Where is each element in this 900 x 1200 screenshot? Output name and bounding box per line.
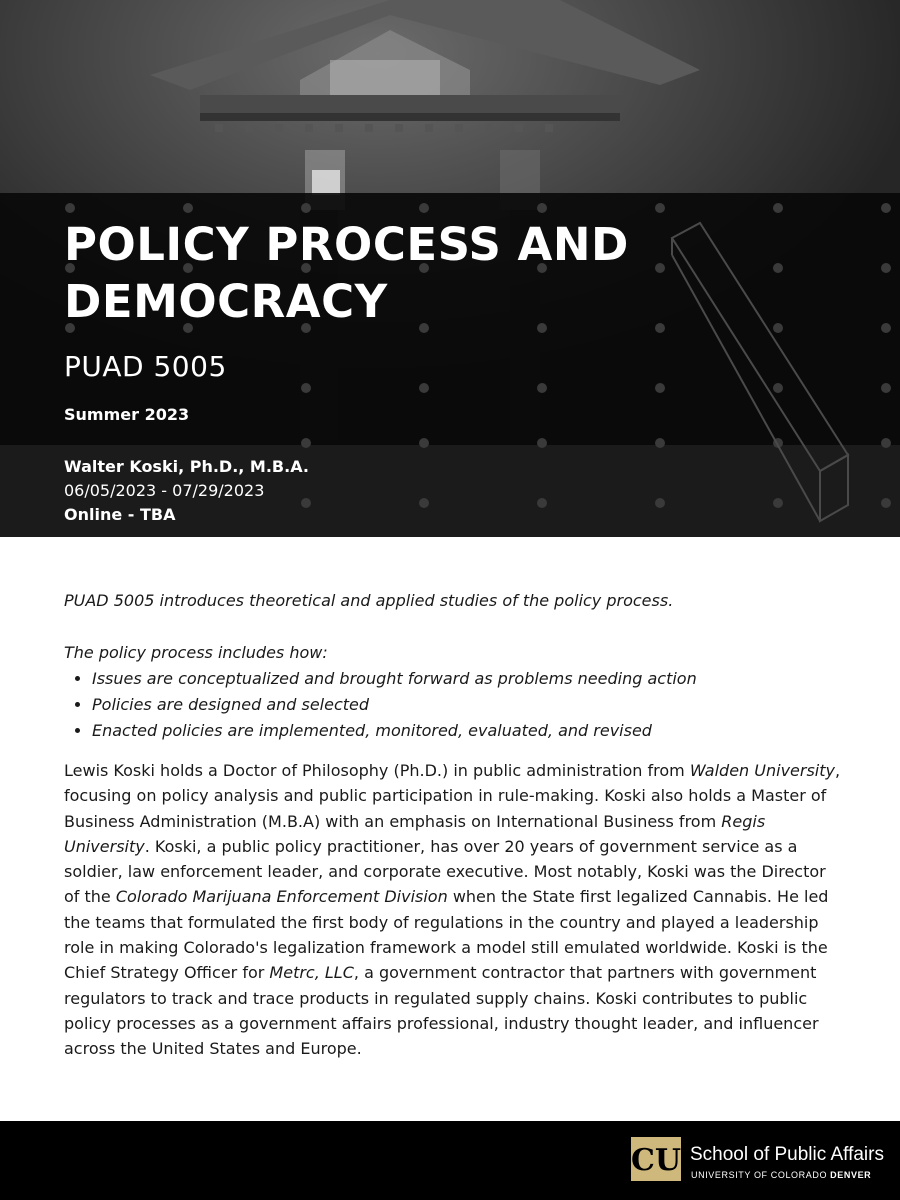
instructor-bio <box>64 758 844 1062</box>
instructor-name: Walter Koski, Ph.D., M.B.A. <box>64 457 309 476</box>
course-dates: 06/05/2023 - 07/29/2023 <box>64 481 265 500</box>
bio-division: Colorado Marijuana Enforcement Division <box>115 887 448 907</box>
process-list <box>64 666 844 744</box>
bio-walden: Walden University <box>689 761 835 780</box>
bio-regis: Regis University <box>64 811 766 856</box>
bio-text: Lewis Koski holds a Doctor of Philosophy (Ph.D.) in public administration from <box>64 761 690 780</box>
list-item: • Issues are conceptualized and brought forward as problems needing action <box>92 666 844 692</box>
bio-metrc: Metrc, LLC <box>269 963 354 983</box>
bio-text: . Koski, a public policy practitioner, has over 20 years of government service as a soldier, law enforcement leader, and corporate executive. Most notably, Koski was the Director of the <box>64 836 826 907</box>
course-term: Summer 2023 <box>64 405 190 424</box>
title-line-1: POLICY PROCESS AND <box>64 218 629 271</box>
university-name <box>691 1170 871 1180</box>
list-lead: The policy process includes how: <box>64 643 328 662</box>
intro-paragraph: PUAD 5005 introduces theoretical and applied studies of the policy process. <box>64 591 674 610</box>
bio-text: , a government contractor that partners with government regulators to track and trace products in regulated supply chains. Koski contributes to public policy processes as a government affairs professional, industry thought leader, and influencer across the United States and Europe. <box>64 963 819 1059</box>
bio-text: , focusing on policy analysis and public participation in rule-making. Koski also holds a Master of Business Administration (M.B.A) with an emphasis on International Business from <box>64 761 841 831</box>
hero-banner <box>0 0 900 537</box>
list-item: • Enacted policies are implemented, monitored, evaluated, and revised <box>92 718 844 744</box>
school-name: School of Public Affairs <box>690 1144 884 1165</box>
course-description <box>64 588 844 1062</box>
course-code: PUAD 5005 <box>64 350 227 383</box>
course-location: Online - TBA <box>64 505 176 524</box>
university-prefix: UNIVERSITY OF COLORADO <box>691 1170 828 1180</box>
university-campus: DENVER <box>830 1170 872 1180</box>
title-line-2: DEMOCRACY <box>64 275 388 328</box>
course-title <box>64 216 764 330</box>
cu-logo-letters: CU <box>630 1143 682 1178</box>
cu-logo-icon <box>630 1136 682 1182</box>
list-item: • Policies are designed and selected <box>92 692 844 718</box>
bio-text: when the State first legalized Cannabis. He led the teams that formulated the first body of regulations in the country and played a leadership role in making Colorado's legalization framework a model still emulated worldwide. Koski is the Chief Strategy Officer for <box>64 887 829 983</box>
